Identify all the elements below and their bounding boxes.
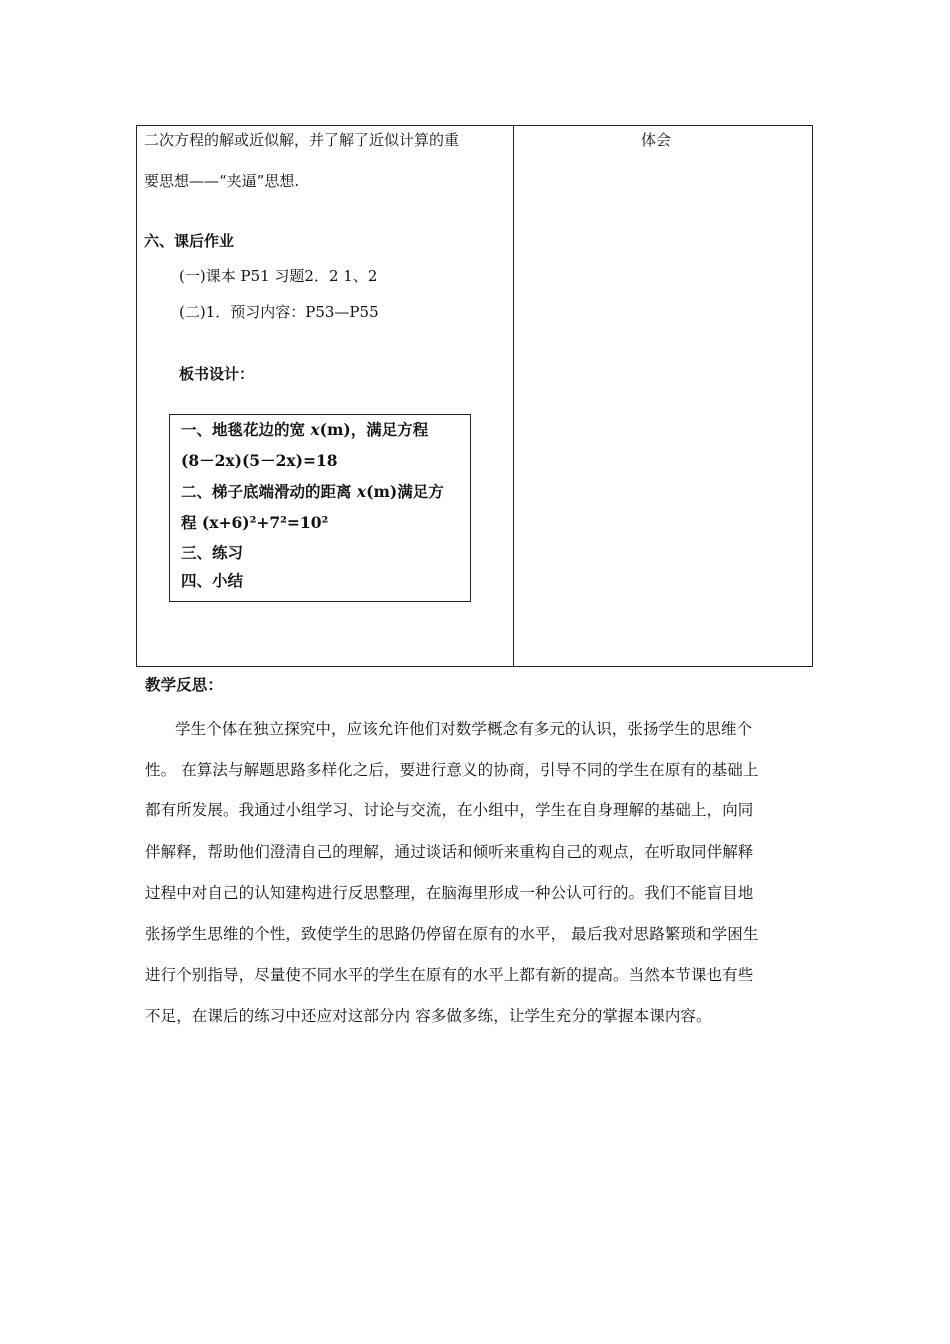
reflection-column-label: 体会 [641, 131, 672, 149]
reflection-line-7: 进行个别指导，尽量使不同水平的学生在原有的水平上都有新的提高。当然本节课也有些 [145, 966, 754, 984]
reflection-line-5: 过程中对自己的认知建构进行反思整理，在脑海里形成一种公认可行的。我们不能盲目地 [145, 884, 754, 902]
reflection-line-1: 学生个体在独立探究中，应该允许他们对数学概念有多元的认识，张扬学生的思维个 [175, 720, 753, 738]
reflection-line-2: 性。 在算法与解题思路多样化之后，要进行意义的协商，引导不同的学生在原有的基础上 [145, 761, 759, 779]
summary-line-1: 二次方程的解或近似解，并了解了近似计算的重 [144, 131, 460, 149]
reflection-line-8: 不足，在课后的练习中还应对这部分内 容多做多练，让学生充分的掌握本课内容。 [145, 1007, 712, 1025]
table-column-divider [513, 126, 514, 666]
board-item-3: 二、梯子底端滑动的距离 x(m)满足方 [181, 482, 444, 501]
board-design-title: 板书设计： [179, 365, 255, 383]
homework-item-1: (一)课本 P51 习题2．2 1、2 [179, 267, 378, 285]
board-item-1: 一、地毯花边的宽 x(m)，满足方程 [181, 420, 429, 439]
lesson-table [136, 125, 813, 667]
reflection-line-6: 张扬学生思维的个性，致使学生的思路仍停留在原有的水平， 最后我对思路繁琐和学困生 [145, 925, 759, 943]
homework-item-2: (二)1．预习内容：P53—P55 [179, 303, 379, 321]
reflection-line-3: 都有所发展。我通过小组学习、讨论与交流，在小组中，学生在自身理解的基础上，向同 [145, 801, 754, 819]
board-design-box [169, 414, 471, 602]
summary-line-2: 要思想——“夹逼”思想. [144, 172, 300, 190]
board-item-2: (8－2x)(5－2x)=18 [181, 451, 338, 470]
board-item-6: 四、小结 [181, 571, 244, 590]
homework-heading: 六、课后作业 [144, 232, 235, 250]
board-item-5: 三、练习 [181, 543, 244, 562]
reflection-heading: 教学反思： [145, 675, 224, 694]
reflection-line-4: 伴解释，帮助他们澄清自己的理解，通过谈话和倾听来重构自己的观点，在听取同伴解释 [145, 843, 754, 861]
board-item-4: 程 (x+6)²+7²=10² [181, 513, 329, 532]
